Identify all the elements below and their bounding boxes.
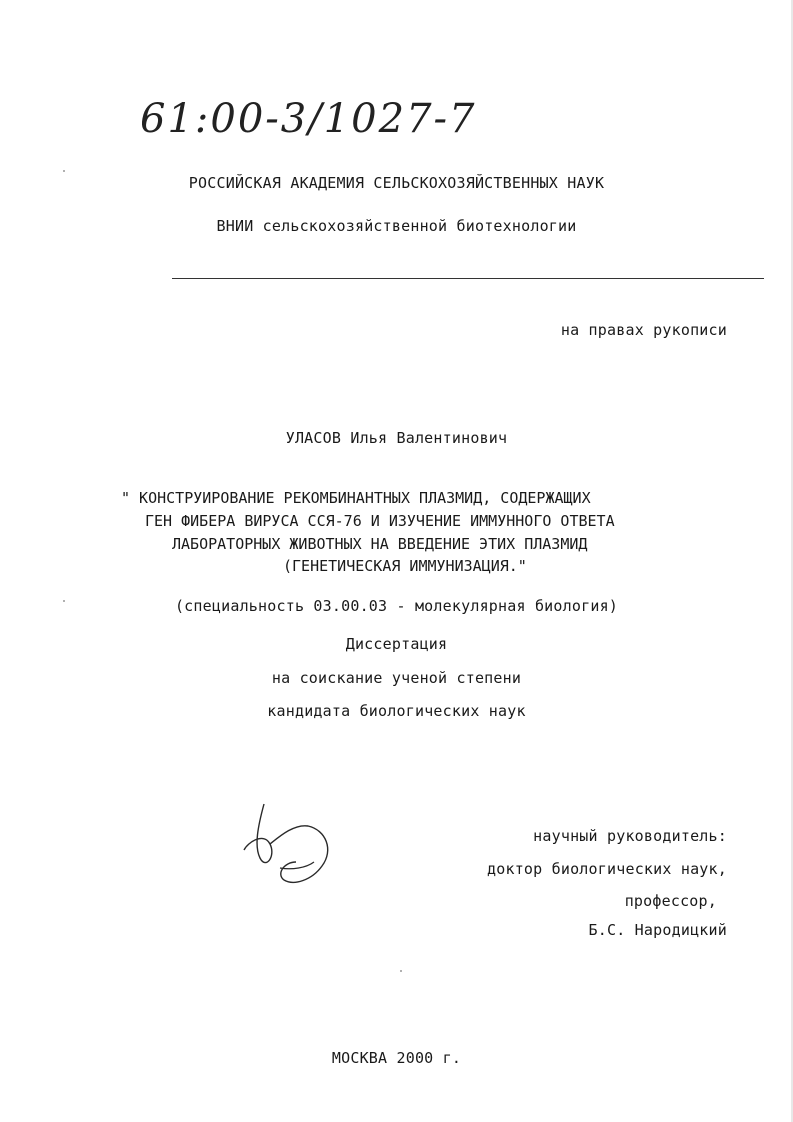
title-line: ЛАБОРАТОРНЫХ ЖИВОТНЫХ НА ВВЕДЕНИЕ ЭТИХ ПЛАЗМИД bbox=[172, 535, 588, 553]
city-year: МОСКВА 2000 г. bbox=[331, 1049, 462, 1067]
degree-line-3: кандидата биологических наук bbox=[267, 702, 526, 720]
supervisor-degree: доктор биологических наук, bbox=[487, 860, 727, 878]
scan-speck bbox=[63, 170, 65, 172]
specialty: (специальность 03.00.03 - молекулярная биология) bbox=[174, 597, 619, 615]
header-divider bbox=[172, 278, 764, 279]
institute-name: ВНИИ сельскохозяйственной биотехнологии bbox=[216, 217, 577, 235]
supervisor-name: Б.С. Народицкий bbox=[588, 921, 727, 939]
degree-line-2: на соискание ученой степени bbox=[271, 669, 522, 687]
academy-name: РОССИЙСКАЯ АКАДЕМИЯ СЕЛЬСКОХОЗЯЙСТВЕННЫХ НАУК bbox=[188, 174, 605, 192]
supervisor-label: научный руководитель: bbox=[533, 827, 727, 845]
degree-line-1: Диссертация bbox=[345, 635, 448, 653]
scan-speck bbox=[63, 600, 65, 602]
supervisor-rank: профессор, bbox=[624, 892, 717, 910]
rights-note: на правах рукописи bbox=[560, 321, 727, 339]
archive-code: 61:00-3/1027-7 bbox=[140, 96, 477, 142]
title-line: (ГЕНЕТИЧЕСКАЯ ИММУНИЗАЦИЯ." bbox=[283, 557, 527, 575]
signature bbox=[236, 796, 346, 896]
author-name: УЛАСОВ Илья Валентинович bbox=[285, 429, 508, 447]
title-line: " КОНСТРУИРОВАНИЕ РЕКОМБИНАНТНЫХ ПЛАЗМИД, СОДЕРЖАЩИХ bbox=[121, 489, 591, 507]
title-line: ГЕН ФИБЕРА ВИРУСА ССЯ-76 И ИЗУЧЕНИЕ ИММУННОГО ОТВЕТА bbox=[145, 512, 615, 530]
scan-speck bbox=[400, 970, 402, 972]
